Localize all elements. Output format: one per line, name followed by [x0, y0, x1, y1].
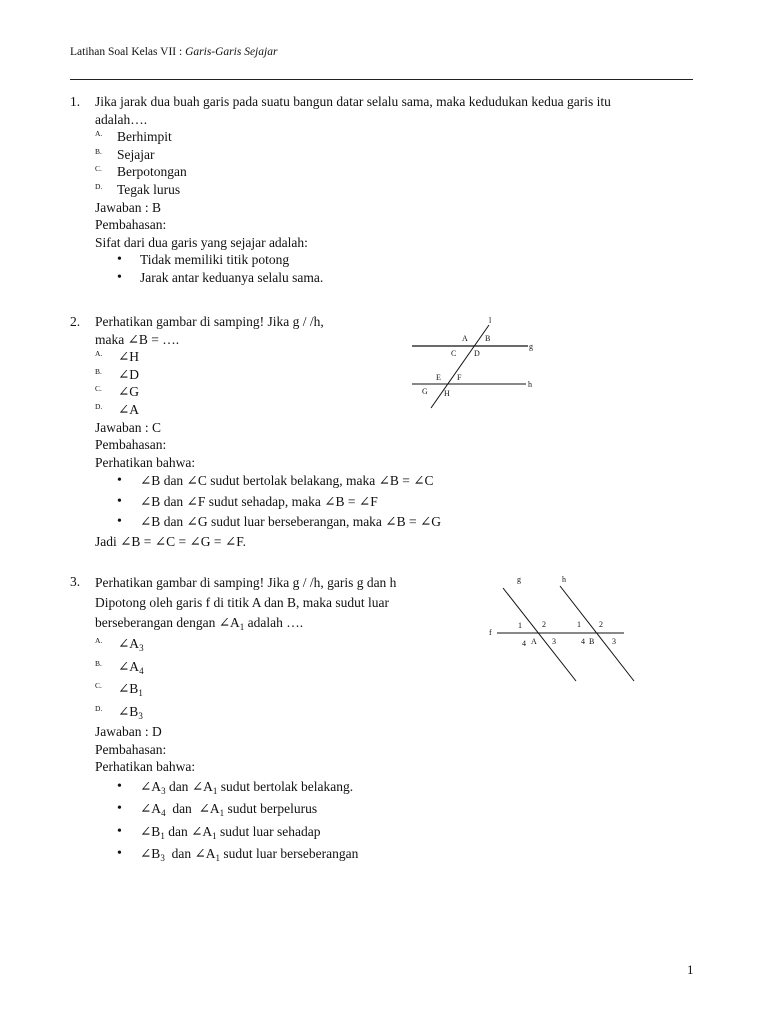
option-text: Sejajar	[117, 146, 155, 162]
list-item: • ∠B dan ∠F sudut sehadap, maka ∠B = ∠F	[95, 492, 441, 513]
label-point-a: A	[531, 637, 537, 646]
option-text: Berpotongan	[117, 164, 187, 180]
option-text: Tegak lurus	[117, 181, 181, 197]
option-letter: C.	[95, 164, 102, 174]
question-text-part: berseberangan dengan ∠A	[95, 615, 240, 630]
option-letter: B.	[95, 658, 102, 668]
list-item: • ∠B dan ∠C sudut bertolak belakang, maka ∠B = ∠C	[95, 471, 441, 492]
question-3	[70, 573, 396, 866]
discussion-list	[95, 471, 441, 533]
connector-text: dan	[165, 801, 199, 817]
discussion-intro: Perhatikan bahwa:	[95, 454, 196, 470]
label-angle-b2: 2	[599, 620, 603, 629]
option-letter: B.	[95, 366, 102, 376]
list-item	[95, 798, 396, 821]
list-item: • ∠B dan ∠G sudut luar berseberangan, maka ∠B = ∠G	[95, 512, 441, 533]
page-header	[70, 46, 277, 58]
discussion-intro: Perhatikan bahwa:	[95, 759, 196, 775]
label-angle-d: D	[474, 349, 480, 358]
description-text: sudut luar sehadap	[216, 823, 321, 839]
list-item	[95, 776, 396, 799]
connector-text: dan	[164, 823, 192, 839]
line-g	[503, 588, 576, 681]
angle-text: ∠B	[140, 823, 161, 839]
label-angle-f: F	[457, 373, 462, 382]
subscript: 1	[239, 622, 245, 632]
label-line-l: l	[489, 316, 492, 325]
option-letter: B.	[95, 146, 102, 156]
answer: Jawaban : D	[95, 724, 162, 739]
subscript: 1	[215, 853, 221, 864]
label-angle-b1: 1	[577, 620, 581, 629]
description-text: sudut berpelurus	[224, 801, 318, 817]
discussion-intro: Sifat dari dua garis yang sejajar adalah:	[95, 234, 308, 250]
list-item: • Jarak antar keduanya selalu sama.	[95, 269, 611, 287]
subscript: 1	[160, 830, 165, 841]
discussion-heading: Pembahasan:	[95, 741, 167, 757]
angle-text: ∠A	[191, 823, 213, 839]
option-d	[95, 701, 396, 724]
subscript: 1	[219, 808, 225, 819]
option-letter: A.	[95, 349, 103, 359]
answer: Jawaban : C	[95, 419, 161, 435]
label-angle-a4: 4	[522, 639, 526, 648]
figure-parallel-lines-transversal	[405, 310, 545, 410]
label-line-g: g	[517, 575, 521, 584]
header-rule	[70, 79, 693, 80]
option-text: ∠H	[118, 349, 140, 365]
description-text: sudut luar berseberangan	[220, 846, 359, 862]
option-text: ∠D	[118, 366, 140, 382]
question-text-line-2: Dipotong oleh garis f di titik A dan B, maka sudut luar	[95, 595, 389, 610]
header-subtitle: Garis-Garis Sejajar	[185, 46, 278, 58]
label-angle-a1: 1	[518, 621, 522, 630]
option-letter: D.	[95, 703, 103, 713]
discussion-heading: Pembahasan:	[95, 217, 167, 233]
label-angle-b: B	[485, 334, 491, 343]
option-c	[95, 678, 396, 701]
angle-text: ∠A	[140, 801, 162, 817]
subscript: 4	[139, 665, 144, 676]
question-1	[70, 93, 611, 287]
subscript: 3	[138, 710, 143, 721]
option-b	[95, 146, 611, 164]
question-text-line-2: adalah….	[95, 111, 148, 127]
discussion-list	[95, 251, 611, 286]
option-letter: C.	[95, 681, 102, 690]
question-2	[70, 313, 441, 550]
subscript: 1	[212, 830, 217, 841]
option-letter: A.	[95, 636, 103, 645]
option-b	[95, 366, 441, 384]
subscript: 4	[161, 808, 166, 819]
subscript: 3	[161, 785, 166, 796]
list-item	[95, 843, 396, 866]
label-line-h: h	[562, 575, 566, 584]
label-angle-e: E	[436, 373, 441, 382]
connector-text: dan	[165, 778, 192, 794]
label-angle-b3: 3	[612, 637, 616, 646]
subscript: 3	[139, 643, 144, 653]
connector-text: dan	[164, 846, 195, 862]
subscript: 3	[160, 853, 165, 864]
question-number: 3.	[70, 574, 81, 589]
option-d	[95, 401, 441, 419]
option-d	[95, 181, 611, 199]
option-c	[95, 383, 441, 401]
subscript: 1	[212, 785, 218, 796]
option-a	[95, 633, 396, 656]
label-line-g: g	[529, 342, 533, 351]
angle-text: ∠A	[140, 778, 162, 794]
description-text: sudut bertolak belakang.	[217, 778, 354, 794]
option-a	[95, 128, 611, 146]
label-angle-h: H	[444, 389, 450, 398]
figure-two-transversals	[485, 570, 645, 688]
conclusion: Jadi ∠B = ∠C = ∠G = ∠F.	[95, 533, 247, 549]
list-item: • Tidak memiliki titik potong	[95, 251, 611, 269]
option-letter: D.	[95, 181, 103, 191]
angle-text: ∠B	[140, 846, 161, 862]
question-number: 1.	[70, 94, 81, 109]
question-text-line-2: maka ∠B = ….	[95, 331, 180, 347]
option-text: ∠A	[118, 401, 140, 417]
line-l	[431, 325, 489, 408]
question-text-line-1: Perhatikan gambar di samping! Jika g / /h,	[95, 314, 324, 329]
label-line-h: h	[528, 380, 532, 389]
option-text: Berhimpit	[117, 129, 172, 145]
label-angle-c: C	[451, 349, 457, 358]
option-letter: A.	[95, 129, 103, 139]
subscript: 1	[138, 688, 143, 698]
angle-text: ∠A	[198, 801, 220, 817]
label-angle-g: G	[422, 387, 428, 396]
discussion-list	[95, 776, 396, 866]
question-number: 2.	[70, 314, 81, 329]
option-b	[95, 656, 396, 679]
option-c	[95, 163, 611, 181]
angle-text: ∠A	[194, 846, 216, 862]
option-text: ∠G	[118, 384, 140, 400]
discussion-heading: Pembahasan:	[95, 437, 167, 453]
label-point-b: B	[589, 637, 595, 646]
question-text-line-1: Jika jarak dua buah garis pada suatu bangun datar selalu sama, maka kedudukan kedua garis itu	[95, 94, 611, 109]
option-text: ∠A	[118, 658, 140, 674]
label-angle-a2: 2	[542, 620, 546, 629]
label-angle-a3: 3	[552, 637, 556, 646]
label-angle-b4: 4	[581, 637, 585, 646]
option-a	[95, 348, 441, 366]
option-letter: D.	[95, 401, 103, 411]
question-text-line-3	[95, 613, 396, 633]
answer: Jawaban : B	[95, 199, 161, 215]
question-text-line-1: Perhatikan gambar di samping! Jika g / /h, garis g dan h	[95, 575, 397, 590]
label-angle-a: A	[462, 334, 468, 343]
option-text: ∠B	[118, 681, 139, 696]
label-line-f: f	[489, 628, 492, 637]
list-item	[95, 821, 396, 844]
header-title: Latihan Soal Kelas VII :	[70, 46, 186, 58]
option-letter: C.	[95, 384, 102, 394]
page-number: 1	[687, 962, 694, 977]
angle-text: ∠A	[191, 778, 213, 794]
option-text: ∠A	[118, 636, 140, 651]
option-text: ∠B	[118, 703, 139, 719]
question-text-part: adalah ….	[244, 615, 304, 630]
